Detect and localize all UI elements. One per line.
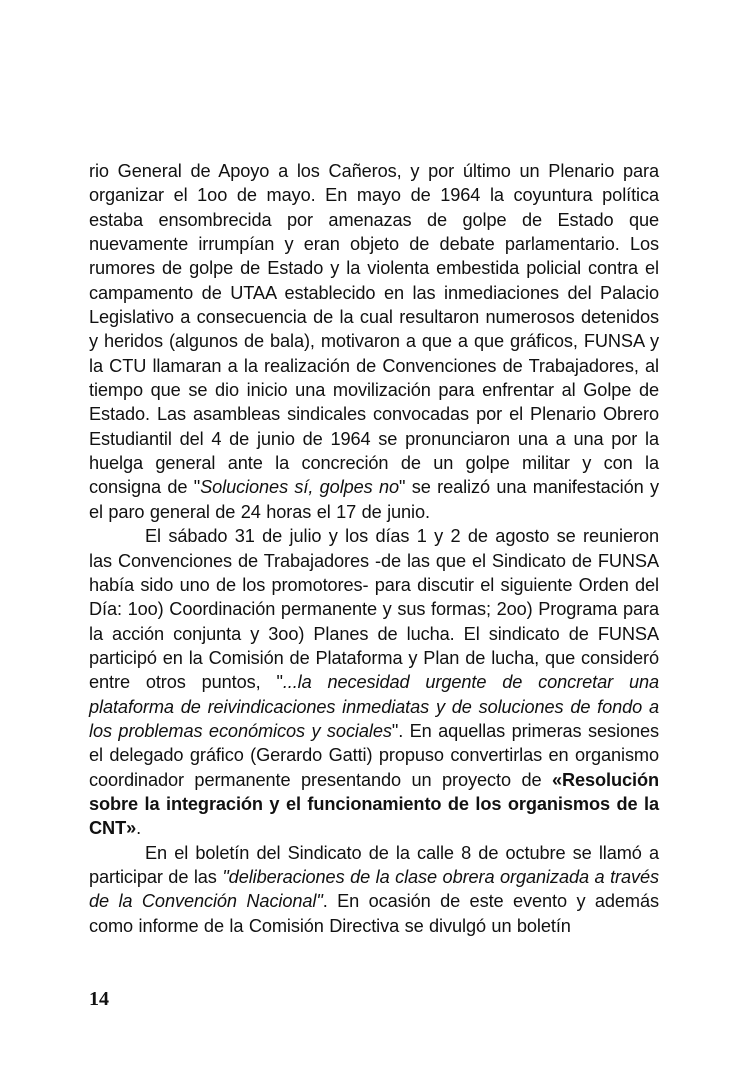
paragraph-2 xyxy=(89,524,659,840)
paragraph-3-text-b: . En ocasión de este evento y además como informe de la Comisión Directiva se divulgó un boletín xyxy=(89,891,659,936)
paragraph-1-text-a: rio General de Apoyo a los Cañeros, y por último un Plenario para organizar el 1oo de mayo. En mayo de 1964 la coyuntura política estaba ensombrecida por amenazas de golpe de Estado que nuevamente irrumpían y eran objeto de debate parlamentario. Los rumores de golpe de Estado y la violenta embestida policial contra el campamento de UTAA establecido en las inmediaciones del Palacio Legislativo a consecuencia de la cual resultaron numerosos detenidos y heridos (algunos de bala), motivaron a que a que gráficos, FUNSA y la CTU llamaran a la realización de Convenciones de Trabajadores, al tiempo que se dio inicio una movilización para enfrentar al Golpe de Estado. Las asambleas sindicales convocadas por el Plenario Obrero Estudiantil del 4 de junio de 1964 se pronunciaron una a una por la huelga general ante la concreción de un golpe militar y con la consigna de " xyxy=(89,161,659,498)
paragraph-2-text-b: ". En aquellas primeras sesiones el delegado gráfico (Gerardo Gatti) propuso convertirlas en organismo coordinador permanente presentando un proyecto de xyxy=(89,720,659,790)
paragraph-3 xyxy=(89,841,659,938)
paragraph-2-text-a: El sábado 31 de julio y los días 1 y 2 de agosto se reunieron las Convenciones de Trabajadores -de las que el Sindicato de FUNSA había sido uno de los promotores- para discutir el siguiente Orden del Día: 1oo) Coordinación permanente y sus formas; 2oo) Programa para la acción conjunta y 3oo) Planes de lucha. El sindicato de FUNSA participó en la Comisión de Plataforma y Plan de lucha, que consideró entre otros puntos, " xyxy=(89,526,659,693)
paragraph-2-bold-title: «Resolución sobre la integración y el funcionamiento de los organismos de la CNT» xyxy=(89,769,659,839)
paragraph-3-text-a: En el boletín del Sindicato de la calle 8 de octubre se llamó a participar de las xyxy=(89,842,659,887)
paragraph-1-text-b: " se realizó una manifestación y el paro general de 24 horas el 17 de junio. xyxy=(89,477,659,522)
paragraph-2-quote: ...la necesidad urgente de concretar una plataforma de reivindicaciones inmediatas y de soluciones de fondo a los problemas económicos y sociales xyxy=(89,672,659,741)
paragraph-1-quote: Soluciones sí, golpes no xyxy=(200,477,400,498)
page-number: 14 xyxy=(89,988,109,1010)
paragraph-2-text-c: . xyxy=(136,818,142,839)
paragraph-1 xyxy=(89,159,659,524)
paragraph-3-quote: "deliberaciones de la clase obrera organizada a través de la Convención Nacional" xyxy=(89,866,660,912)
body-text xyxy=(89,159,659,938)
